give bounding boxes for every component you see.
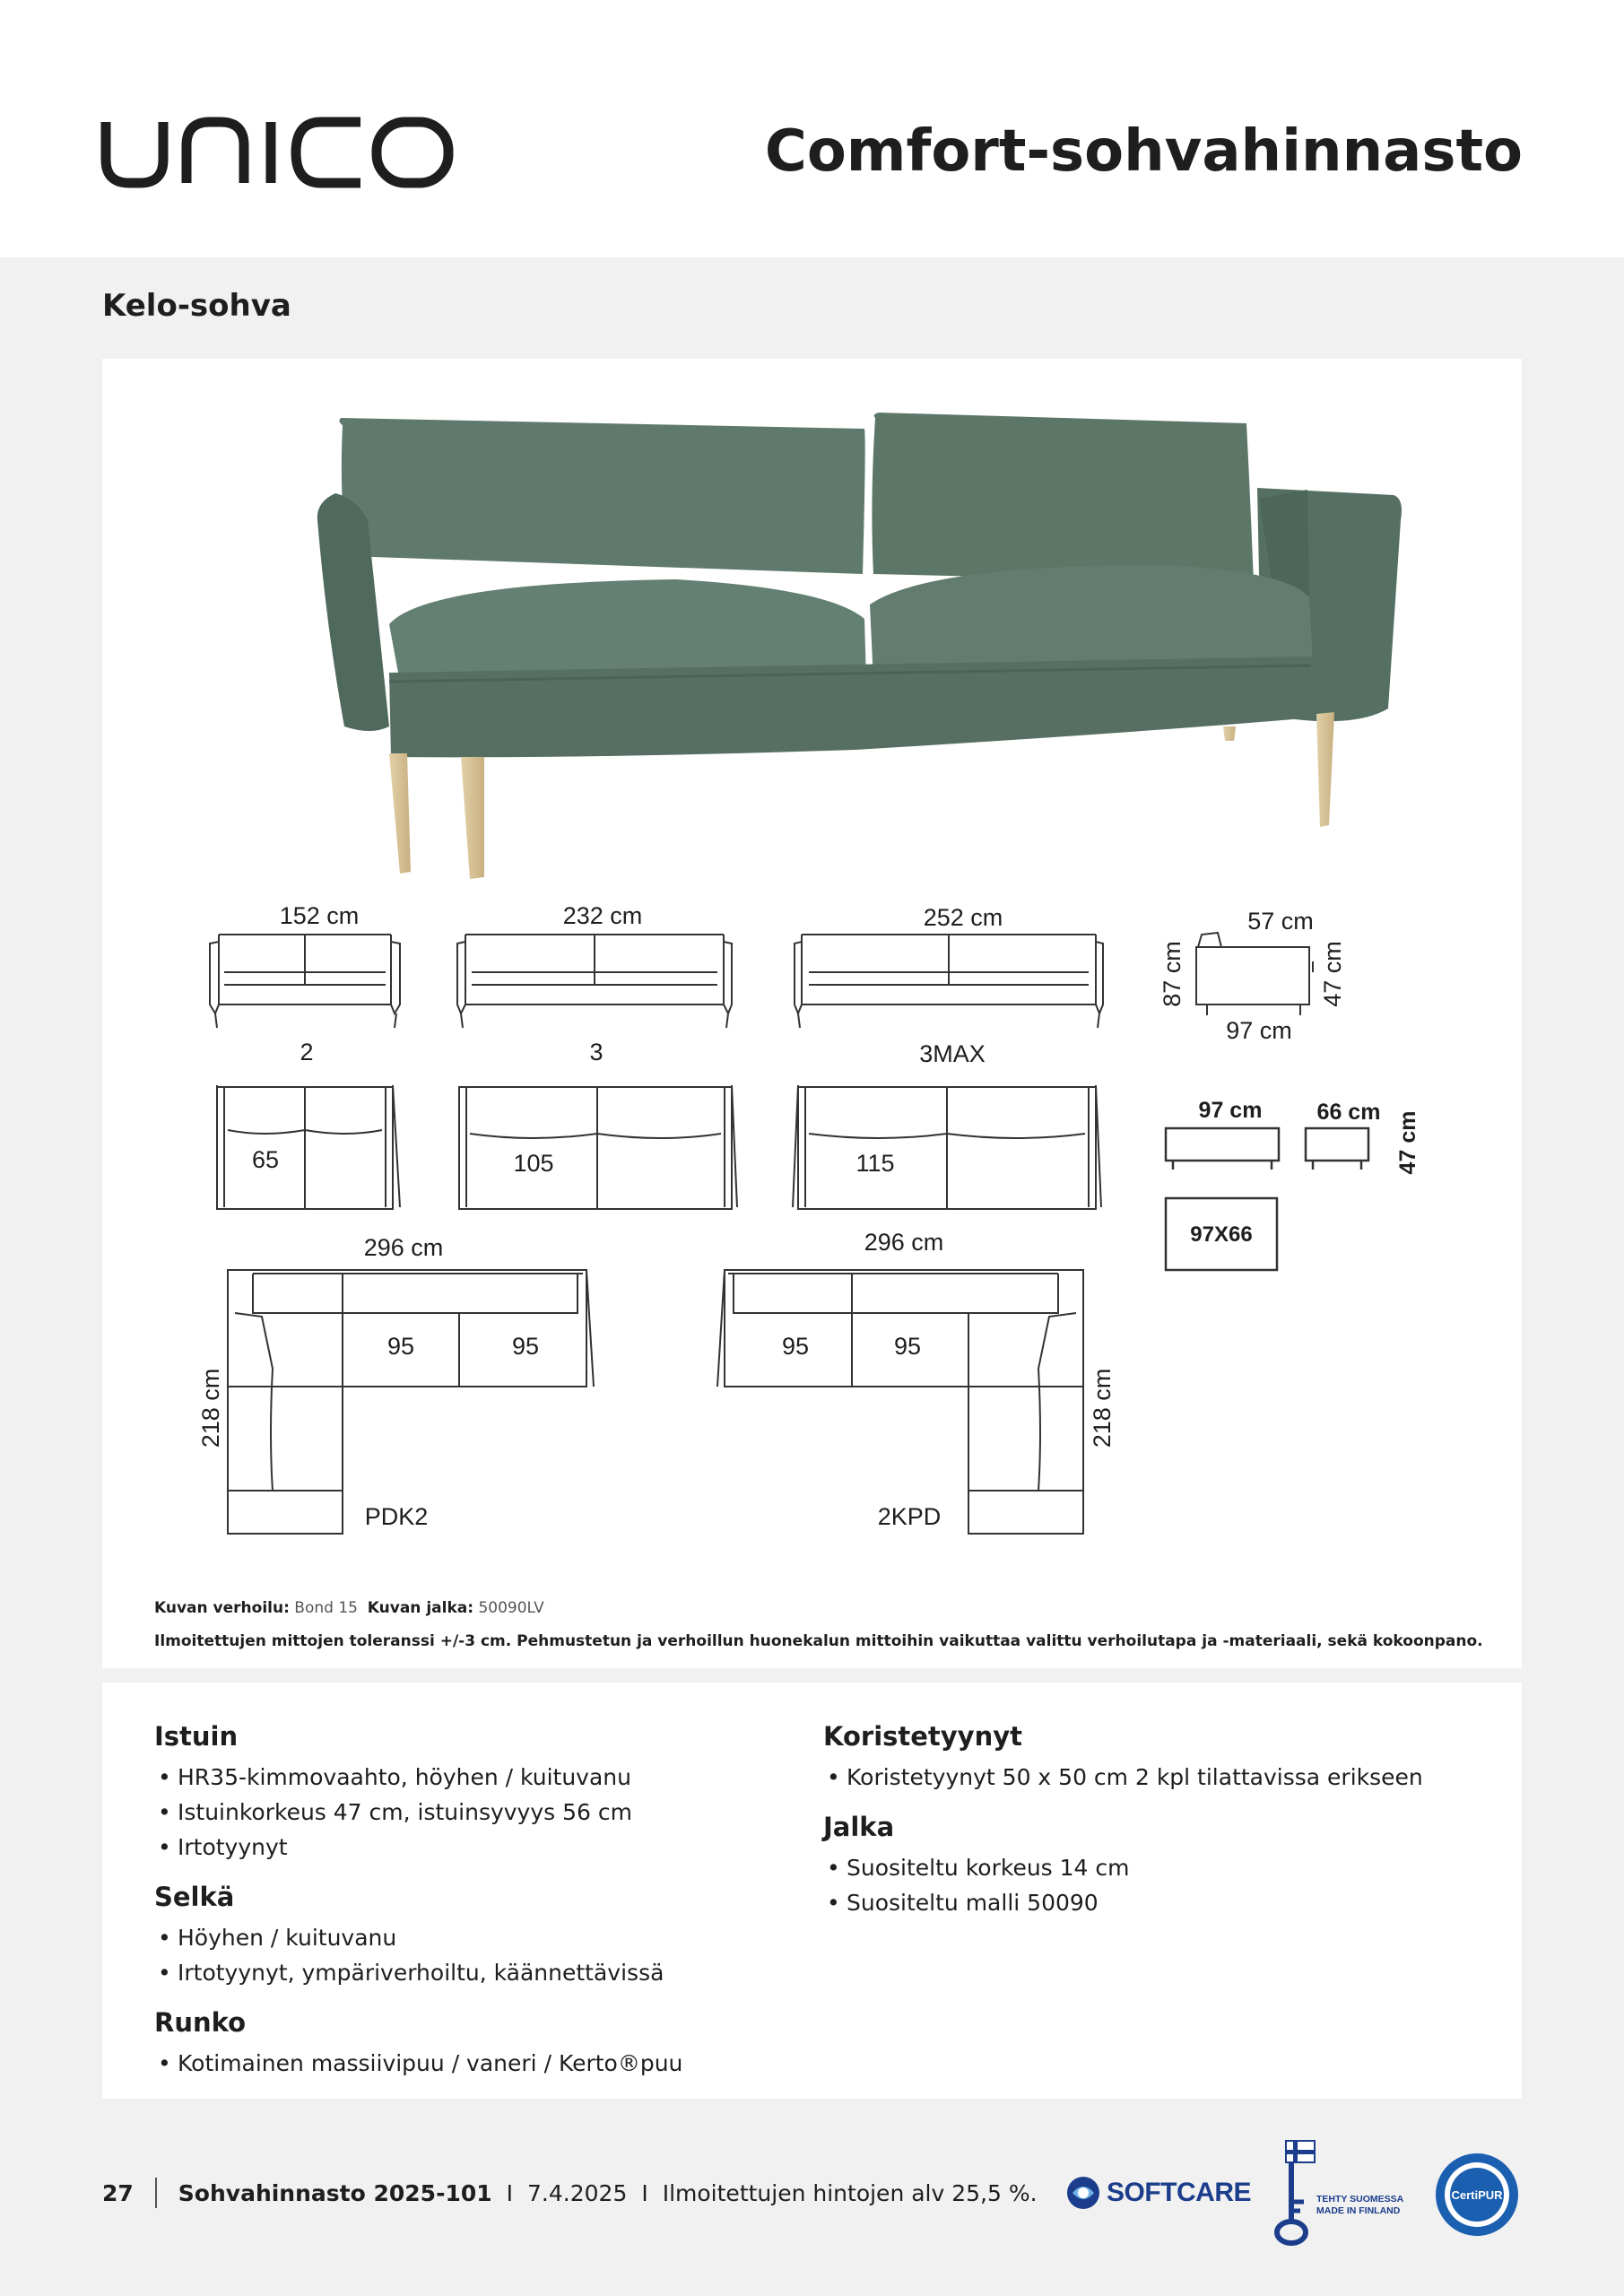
dim-pdk2-depth: 218 cm bbox=[197, 1368, 224, 1448]
2kpd-seat-b: 95 bbox=[893, 1333, 922, 1360]
vat-note: Ilmoitettujen hintojen alv 25,5 %. bbox=[662, 2179, 1038, 2206]
softcare-icon bbox=[1065, 2175, 1101, 2211]
list-item: • Suositeltu korkeus 14 cm bbox=[823, 1850, 1451, 1885]
spec-list-runko bbox=[154, 2046, 782, 2081]
plan-value-65: 65 bbox=[251, 1146, 280, 1173]
caption-line-1 bbox=[154, 1592, 1483, 1625]
key-flag-line-2: MADE IN FINLAND bbox=[1316, 2205, 1401, 2216]
drawing-side-view bbox=[1196, 933, 1313, 1015]
drawing-sofa-3max bbox=[795, 935, 1103, 1028]
upholstery-value: Bond 15 bbox=[294, 1599, 358, 1617]
spec-list-selka bbox=[154, 1920, 782, 1990]
list-item: • Koristetyynyt 50 x 50 cm 2 kpl tilattavissa erikseen bbox=[823, 1760, 1451, 1795]
dim-2kpd-width: 296 cm bbox=[864, 1229, 944, 1256]
list-item: • Irtotyynyt bbox=[154, 1830, 782, 1865]
footer-separator: I bbox=[506, 2179, 514, 2206]
spec-list-jalka bbox=[823, 1850, 1451, 1920]
footstool-plan-label: 97X66 bbox=[1190, 1222, 1253, 1247]
certipur-seal bbox=[1433, 2151, 1521, 2239]
spec-heading-istuin: Istuin bbox=[154, 1721, 239, 1752]
plan-value-115: 115 bbox=[855, 1150, 895, 1177]
product-panel bbox=[102, 359, 1522, 1668]
drawing-plan-115 bbox=[793, 1085, 1101, 1209]
page-header bbox=[0, 0, 1624, 257]
dimension-drawings bbox=[102, 861, 1522, 1543]
dim-footstool-height: 47 cm bbox=[1395, 1110, 1420, 1175]
drawing-footstools bbox=[1166, 1128, 1368, 1270]
pdk2-seat-a: 95 bbox=[386, 1333, 415, 1360]
list-item: • HR35-kimmovaahto, höyhen / kuituvanu bbox=[154, 1760, 782, 1795]
spec-list-koristetyynyt bbox=[823, 1760, 1451, 1795]
drawing-corner-2kpd bbox=[717, 1270, 1083, 1534]
drawing-plan-105 bbox=[459, 1085, 737, 1209]
drawing-plan-65 bbox=[217, 1085, 400, 1209]
specifications-panel bbox=[102, 1683, 1522, 2099]
page-number: 27 bbox=[102, 2179, 134, 2206]
footer-divider bbox=[155, 2178, 157, 2208]
certipur-label: CertiPUR bbox=[1451, 2188, 1503, 2202]
page-footer bbox=[102, 2170, 1038, 2215]
dim-2kpd-depth: 218 cm bbox=[1089, 1368, 1116, 1448]
spec-heading-koristetyynyt: Koristetyynyt bbox=[823, 1721, 1023, 1752]
tolerance-note: Ilmoitettujen mittojen toleranssi +/-3 cm. Pehmustetun ja verhoillun huonekalun mittoihin vaikuttaa valittu verhoilutapa ja -materiaali, sekä kokoonpano. bbox=[154, 1632, 1483, 1650]
key-flag-label bbox=[1273, 2139, 1404, 2247]
upholstery-label: Kuvan verhoilu: bbox=[154, 1599, 290, 1617]
model-label-2: 2 bbox=[300, 1039, 314, 1065]
2kpd-seat-a: 95 bbox=[781, 1333, 810, 1360]
model-label-pdk2: PDK2 bbox=[364, 1503, 429, 1530]
dim-3-width: 232 cm bbox=[562, 902, 643, 929]
drawing-sofa-2 bbox=[210, 935, 400, 1028]
model-label-3max: 3MAX bbox=[919, 1040, 986, 1067]
dim-side-seat-height: 47 cm bbox=[1319, 941, 1346, 1007]
leg-value: 50090LV bbox=[478, 1599, 544, 1617]
leg-label: Kuvan jalka: bbox=[367, 1599, 474, 1617]
catalog-date: 7.4.2025 bbox=[527, 2179, 628, 2206]
drawing-corner-pdk2 bbox=[228, 1270, 594, 1534]
specs-left-column bbox=[154, 1718, 782, 2095]
key-flag-line-1: TEHTY SUOMESSA bbox=[1316, 2194, 1404, 2205]
catalog-name: Sohvahinnasto 2025-101 bbox=[178, 2179, 492, 2206]
spec-heading-selka: Selkä bbox=[154, 1882, 235, 1912]
dim-2-width: 152 cm bbox=[279, 902, 360, 929]
dim-3max-width: 252 cm bbox=[923, 904, 1003, 931]
document-title: Comfort-sohvahinnasto bbox=[764, 118, 1523, 185]
sofa-image bbox=[317, 413, 1411, 924]
list-item: • Suositeltu malli 50090 bbox=[823, 1885, 1451, 1920]
dim-footstool-b: 66 cm bbox=[1316, 1100, 1381, 1125]
dim-side-height: 87 cm bbox=[1159, 941, 1185, 1007]
model-label-2kpd: 2KPD bbox=[877, 1503, 942, 1530]
dim-footstool-a: 97 cm bbox=[1198, 1098, 1263, 1123]
spec-heading-runko: Runko bbox=[154, 2007, 247, 2038]
list-item: • Istuinkorkeus 47 cm, istuinsyvyys 56 cm bbox=[154, 1795, 782, 1830]
pdk2-seat-b: 95 bbox=[511, 1333, 540, 1360]
footer-separator: I bbox=[641, 2179, 648, 2206]
section-title: Kelo-sohva bbox=[102, 288, 291, 324]
unico-logo bbox=[100, 117, 453, 188]
model-label-3: 3 bbox=[589, 1039, 604, 1065]
softcare-label: SOFTCARE bbox=[1107, 2178, 1251, 2207]
list-item: • Irtotyynyt, ympäriverhoiltu, käännettävissä bbox=[154, 1955, 782, 1990]
list-item: • Kotimainen massiivipuu / vaneri / Kerto®puu bbox=[154, 2046, 782, 2081]
softcare-logo bbox=[1065, 2173, 1251, 2213]
dim-side-bottom: 97 cm bbox=[1226, 1017, 1292, 1044]
specs-right-column bbox=[823, 1718, 1451, 1935]
spec-list-istuin bbox=[154, 1760, 782, 1865]
plan-value-105: 105 bbox=[513, 1150, 554, 1177]
dim-side-top: 57 cm bbox=[1247, 908, 1314, 935]
list-item: • Höyhen / kuituvanu bbox=[154, 1920, 782, 1955]
drawing-sofa-3 bbox=[457, 935, 732, 1028]
image-caption bbox=[154, 1592, 1483, 1658]
dim-pdk2-width: 296 cm bbox=[363, 1234, 444, 1261]
spec-heading-jalka: Jalka bbox=[823, 1812, 895, 1842]
